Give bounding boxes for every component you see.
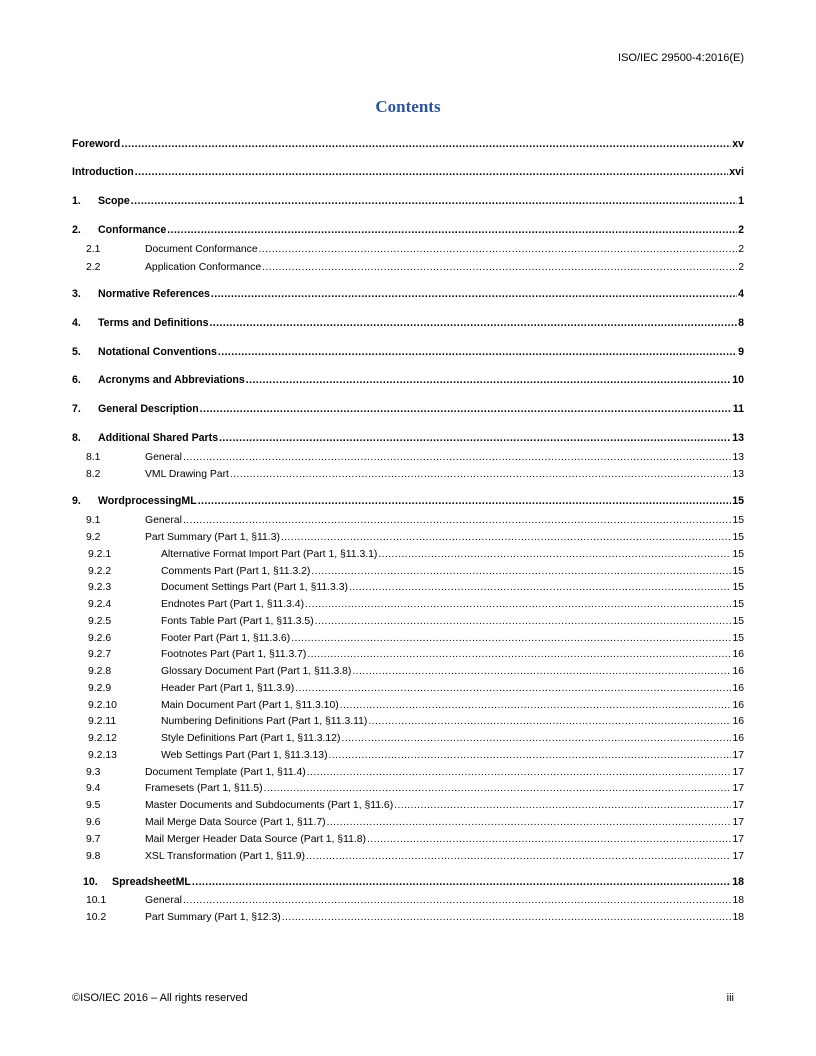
toc-entry-page: 16 (732, 700, 744, 711)
toc-entry-9-4[interactable] (72, 781, 744, 797)
toc-entry-9-3[interactable] (72, 765, 744, 781)
document-id-header: ISO/IEC 29500-4:2016(E) (618, 52, 744, 64)
toc-entry-label: Document Conformance (145, 244, 258, 255)
dot-leader (167, 222, 737, 238)
toc-entry-page: 17 (732, 767, 744, 778)
page-title: Contents (375, 97, 441, 116)
toc-entry-page: 15 (732, 582, 744, 593)
toc-entry-9-1-general[interactable] (72, 513, 744, 529)
toc-entry-number: 10.2 (86, 912, 107, 923)
toc-entry-number: 9.2.11 (88, 716, 117, 727)
toc-entry-page: 17 (732, 834, 744, 845)
toc-entry-label: Mail Merge Data Source (Part 1, §11.7) (145, 817, 326, 828)
dot-leader (311, 564, 731, 580)
toc-entry-notational-conventions[interactable] (72, 344, 744, 360)
toc-entry-label: Part Summary (Part 1, §12.3) (145, 912, 281, 923)
toc-entry-page: 15 (732, 633, 744, 644)
toc-entry-additional-shared-parts[interactable] (72, 430, 744, 446)
dot-leader (183, 450, 731, 466)
toc-entry-number: 9.2.4 (88, 599, 112, 610)
toc-entry-wordprocessingml[interactable] (72, 493, 744, 509)
toc-entry-number: 4. (72, 317, 81, 329)
toc-entry-10-2[interactable] (72, 910, 744, 926)
toc-entry-label: General (145, 515, 182, 526)
toc-entry-label: Foreword (72, 138, 121, 150)
toc-entry-application-conformance[interactable] (72, 260, 744, 276)
toc-entry-page: 15 (732, 616, 744, 627)
toc-entry-page: 16 (732, 649, 744, 660)
toc-entry-9-5[interactable] (72, 798, 744, 814)
toc-entry-conformance[interactable] (72, 222, 744, 238)
toc-entry-label: Numbering Definitions Part (Part 1, §11.3.11) (161, 716, 368, 727)
toc-entry-label: General (145, 895, 182, 906)
toc-entry-10-1[interactable] (72, 893, 744, 909)
toc-entry-page: 2 (738, 244, 744, 255)
toc-entry-number: 2. (72, 224, 81, 236)
toc-entry-label: Master Documents and Subdocuments (Part 1, §11.6) (145, 800, 394, 811)
dot-leader (341, 731, 731, 747)
toc-entry-number: 2.1 (86, 244, 101, 255)
dot-leader (367, 832, 731, 848)
toc-entry-number: 9.2.13 (88, 750, 117, 761)
toc-entry-label: Style Definitions Part (Part 1, §11.3.12) (161, 733, 341, 744)
toc-entry-page: 17 (732, 851, 744, 862)
toc-entry-label: WordprocessingML (98, 495, 197, 507)
toc-entry-label: Comments Part (Part 1, §11.3.2) (161, 566, 311, 577)
toc-entry-9-6[interactable] (72, 815, 744, 831)
dot-leader (219, 430, 731, 446)
toc-entry-number: 9.5 (86, 800, 101, 811)
toc-entry-number: 9.6 (86, 817, 101, 828)
toc-entry-page: 17 (732, 783, 744, 794)
dot-leader (198, 493, 732, 509)
dot-leader (209, 315, 737, 331)
dot-leader (282, 910, 732, 926)
page-number: iii (726, 992, 734, 1004)
dot-leader (307, 647, 731, 663)
toc-entry-label: Glossary Document Part (Part 1, §11.3.8) (161, 666, 352, 677)
toc-entry-page: 18 (732, 876, 744, 888)
toc-entry-9-2-7[interactable] (72, 647, 744, 663)
toc-entry-page: 16 (732, 733, 744, 744)
toc-entry-label: Document Settings Part (Part 1, §11.3.3) (161, 582, 348, 593)
toc-entry-page: 18 (732, 912, 744, 923)
toc-entry-number: 9.4 (86, 783, 101, 794)
toc-entry-number: 9.1 (86, 515, 101, 526)
toc-entry-9-2-8[interactable] (72, 664, 744, 680)
toc-entry-number: 9.2 (86, 532, 101, 543)
toc-entry-page: 16 (732, 716, 744, 727)
toc-entry-label: Notational Conventions (98, 346, 217, 358)
toc-entry-label: Part Summary (Part 1, §11.3) (145, 532, 280, 543)
toc-entry-number: 7. (72, 403, 81, 415)
toc-entry-9-2-13[interactable] (72, 748, 744, 764)
dot-leader (259, 242, 738, 258)
toc-entry-vml-drawing-part[interactable] (72, 467, 744, 483)
toc-entry-number: 9.2.5 (88, 616, 112, 627)
toc-entry-page: 15 (732, 566, 744, 577)
toc-entry-number: 9.2.9 (88, 683, 112, 694)
toc-entry-label: Document Template (Part 1, §11.4) (145, 767, 306, 778)
toc-entry-number: 9.7 (86, 834, 101, 845)
toc-entry-number: 9.2.12 (88, 733, 117, 744)
toc-entry-number: 5. (72, 346, 81, 358)
toc-entry-page: xv (732, 138, 744, 150)
toc-entry-9-2-11[interactable] (72, 714, 744, 730)
toc-entry-label: Main Document Part (Part 1, §11.3.10) (161, 700, 339, 711)
dot-leader (135, 164, 728, 180)
toc-entry-label: XSL Transformation (Part 1, §11.9) (145, 851, 305, 862)
toc-entry-page: 15 (732, 599, 744, 610)
toc-entry-number: 9.2.10 (88, 700, 117, 711)
toc-entry-page: 13 (732, 432, 744, 444)
dot-leader (291, 631, 731, 647)
toc-entry-label: Alternative Format Import Part (Part 1, §11.3.1) (161, 549, 378, 560)
dot-leader (306, 849, 731, 865)
toc-entry-number: 10.1 (86, 895, 107, 906)
toc-entry-number: 9.2.8 (88, 666, 112, 677)
toc-entry-9-2-12[interactable] (72, 731, 744, 747)
toc-entry-normative-references[interactable] (72, 286, 744, 302)
toc-entry-9-2-5[interactable] (72, 614, 744, 630)
toc-entry-number: 3. (72, 288, 81, 300)
toc-entry-number: 10. (83, 876, 98, 888)
toc-entry-label: Footer Part (Part 1, §11.3.6) (161, 633, 291, 644)
toc-entry-9-7[interactable] (72, 832, 744, 848)
toc-entry-number: 8.2 (86, 469, 101, 480)
toc-entry-9-2-2[interactable] (72, 564, 744, 580)
toc-entry-number: 2.2 (86, 262, 101, 273)
dot-leader (183, 893, 731, 909)
toc-entry-label: Mail Merger Header Data Source (Part 1, §11.8) (145, 834, 366, 845)
toc-entry-page: 10 (732, 374, 744, 386)
toc-entry-number: 8.1 (86, 452, 101, 463)
dot-leader (305, 597, 731, 613)
dot-leader (340, 698, 732, 714)
dot-leader (183, 513, 731, 529)
dot-leader (307, 765, 732, 781)
toc-entry-label: Introduction (72, 166, 134, 178)
toc-entry-terms-and-definitions[interactable] (72, 315, 744, 331)
toc-entry-label: SpreadsheetML (112, 876, 191, 888)
dot-leader (264, 781, 732, 797)
toc-entry-9-2-3[interactable] (72, 580, 744, 596)
toc-entry-label: General (145, 452, 182, 463)
toc-entry-label: Additional Shared Parts (98, 432, 219, 444)
toc-entry-spreadsheetml[interactable] (72, 874, 744, 890)
toc-entry-label: Web Settings Part (Part 1, §11.3.13) (161, 750, 328, 761)
toc-entry-page: 17 (732, 817, 744, 828)
toc-entry-label: Header Part (Part 1, §11.3.9) (161, 683, 295, 694)
dot-leader (394, 798, 731, 814)
toc-entry-number: 9.2.1 (88, 549, 112, 560)
dot-leader (352, 664, 731, 680)
toc-entry-9-2-4[interactable] (72, 597, 744, 613)
dot-leader (262, 260, 737, 276)
toc-entry-page: 17 (732, 750, 744, 761)
dot-leader (246, 372, 731, 388)
toc-entry-page: 15 (732, 549, 744, 560)
toc-entry-9-2-part-summary[interactable] (72, 530, 744, 546)
toc-entry-number: 9. (72, 495, 81, 507)
copyright-footer: ©ISO/IEC 2016 – All rights reserved (72, 992, 248, 1004)
toc-entry-page: 4 (738, 288, 744, 300)
toc-entry-page: 2 (738, 224, 744, 236)
toc-entry-page: 15 (732, 495, 744, 507)
dot-leader (368, 714, 731, 730)
toc-entry-page: 13 (732, 469, 744, 480)
toc-entry-9-2-10[interactable] (72, 698, 744, 714)
dot-leader (218, 344, 737, 360)
dot-leader (230, 467, 732, 483)
toc-entry-9-2-1[interactable] (72, 547, 744, 563)
toc-entry-page: 17 (732, 800, 744, 811)
toc-entry-page: 1 (738, 195, 744, 207)
toc-entry-label: Acronyms and Abbreviations (98, 374, 245, 386)
toc-entry-9-2-9[interactable] (72, 681, 744, 697)
toc-entry-label: Normative References (98, 288, 210, 300)
toc-entry-general-description[interactable] (72, 401, 744, 417)
toc-entry-scope[interactable] (72, 193, 744, 209)
toc-entry-number: 9.2.6 (88, 633, 112, 644)
toc-entry-number: 6. (72, 374, 81, 386)
toc-entry-page: 18 (732, 895, 744, 906)
toc-entry-page: 8 (738, 317, 744, 329)
toc-entry-page: 13 (732, 452, 744, 463)
toc-entry-number: 9.8 (86, 851, 101, 862)
toc-entry-page: xvi (729, 166, 744, 178)
dot-leader (315, 614, 732, 630)
toc-entry-page: 15 (732, 515, 744, 526)
dot-leader (131, 193, 737, 209)
toc-entry-document-conformance[interactable] (72, 242, 744, 258)
dot-leader (295, 681, 731, 697)
toc-entry-label: Fonts Table Part (Part 1, §11.3.5) (161, 616, 314, 627)
dot-leader (121, 136, 731, 152)
dot-leader (349, 580, 732, 596)
toc-entry-page: 15 (732, 532, 744, 543)
toc-entry-9-2-6[interactable] (72, 631, 744, 647)
toc-entry-introduction[interactable] (72, 164, 744, 180)
toc-entry-page: 16 (732, 683, 744, 694)
dot-leader (192, 874, 731, 890)
toc-entry-label: General Description (98, 403, 199, 415)
dot-leader (281, 530, 732, 546)
toc-entry-number: 8. (72, 432, 81, 444)
toc-entry-label: VML Drawing Part (145, 469, 229, 480)
toc-entry-number: 9.2.7 (88, 649, 112, 660)
toc-entry-page: 2 (738, 262, 744, 273)
toc-entry-label: Application Conformance (145, 262, 262, 273)
toc-entry-label: Terms and Definitions (98, 317, 209, 329)
toc-entry-foreword[interactable] (72, 136, 744, 152)
toc-entry-label: Endnotes Part (Part 1, §11.3.4) (161, 599, 305, 610)
toc-entry-number: 1. (72, 195, 81, 207)
toc-entry-label: Framesets (Part 1, §11.5) (145, 783, 263, 794)
toc-entry-number: 9.2.2 (88, 566, 112, 577)
toc-entry-8-1-general[interactable] (72, 450, 744, 466)
toc-entry-page: 9 (738, 346, 744, 358)
toc-entry-label: Scope (98, 195, 130, 207)
toc-entry-9-8[interactable] (72, 849, 744, 865)
toc-entry-label: Conformance (98, 224, 167, 236)
toc-entry-page: 11 (732, 403, 744, 415)
dot-leader (211, 286, 737, 302)
toc-entry-page: 16 (732, 666, 744, 677)
toc-entry-number: 9.3 (86, 767, 101, 778)
toc-entry-number: 9.2.3 (88, 582, 112, 593)
toc-entry-acronyms[interactable] (72, 372, 744, 388)
dot-leader (200, 401, 732, 417)
dot-leader (327, 815, 732, 831)
toc-entry-label: Footnotes Part (Part 1, §11.3.7) (161, 649, 307, 660)
dot-leader (329, 748, 732, 764)
dot-leader (378, 547, 731, 563)
